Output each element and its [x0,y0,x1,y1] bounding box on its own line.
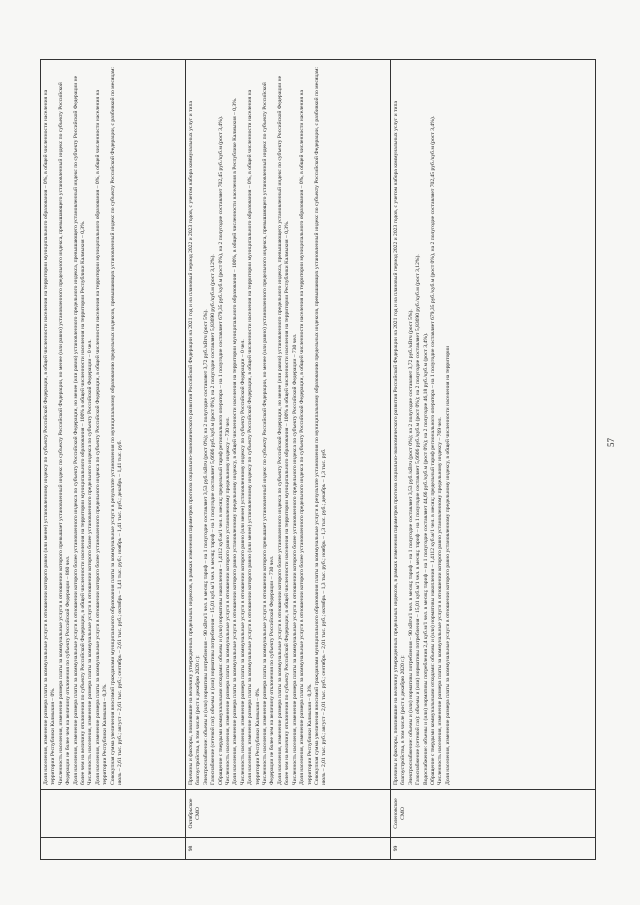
municipality-name: Октябрьское СМО [186,790,391,838]
indices-table [40,59,596,860]
page-number: 57 [606,438,616,447]
description-paragraph: Доля населения, изменение размера платы за коммунальные услуги в отношении которого более установленного предельного индекса по субъекту Российской Федерации, в общей численности населения на территории муниципального образования – 0%, в общей численности населения на территории Республики Калмыкия – 0,3%. [94,90,109,785]
row-description [186,60,391,790]
description-paragraph: Причины и факторы, повлиявшие на величину утвержденных предельных индексов, в рамках изменения параметров прогноза социально-экономического развития Российской Федерации на 2021 год и на плановый период 2022 и 2023 годов, с учетом набора коммунальных услуг и типа благоустройства, в том числе (рост к декабрю 2020 г.): [188,101,202,785]
row-number: 98 [186,838,391,860]
description-paragraph: Численность населения, изменение размера платы за коммунальные услуги в отношении которого равно (или менее) установленному индексу по субъекту Российской Федерации – 0 чел. [239,339,246,785]
row-number [41,838,186,860]
description-paragraph: Доля населения, изменение размера платы за коммунальные услуги в отношении которого равно (или менее) установленному индексу по субъекту Российской Федерации, в общей численности населения на территории муниципального образования – 0%, в общей численности населения на территории Республики Калмыкия – 0%. [247,89,261,785]
description-paragraph: Обращение с твердыми коммунальными отходами: объемы и (или) нормативы накопления – 1,4112 куб.м/1 чел. в месяц; предельный тариф регионального оператора – на 1 полугодие составляет 679,35 руб./куб.м (рост 0%), на 2 полугодие составляет 702,45 руб./куб.м (рост 3,4%). [217,115,224,785]
row-description [41,60,186,790]
description-paragraph: Причины и факторы, повлиявшие на величину утвержденных предельных индексов, в рамках изменения параметров прогноза социально-экономического развития Российской Федерации на 2021 год и на плановый период 2022 и 2023 годов, с учетом набора коммунальных услуг и типа благоустройства, в том числе (рост к декабрю 2020 г.): [393,101,407,785]
table-body [41,60,596,860]
table-row [391,60,596,860]
description-paragraph: Доля населения, изменение размера платы за коммунальные услуги в отношении которого равно установленному предельному индексу, в общей численности населения на территории муниципального образования – 100%, в общей численности населения в Республике Калмыкия – 0,3%. [232,97,239,785]
description-paragraph: Численность населения, изменение размера платы за коммунальные услуги в отношении которого превышает установленный индекс по субъекту Российской Федерации, но менее (или равно) установленного предельного индекса, превышающего установленный индекс по субъекту Российской Федерации не более чем на величину отклонения по субъекту Российской Федерации – 860 чел. [57,82,72,785]
description-paragraph: Доля населения, изменение размера платы за коммунальные услуги в отношении которого более установленного индекса по субъекту Российской Федерации, но менее (или равно) установленного предельного индекса, превышающего установленный индекс по субъекту Российской Федерации не более чем на величину отклонения по субъекту Российской Федерации, в общей численности населения на территории муниципального образования – 100% в общей численности населения на территории Республики Калмыкия – 0,3%. [276,75,291,785]
municipality-name: Соленовское СМО [391,790,596,838]
description-paragraph: Численность населения, изменение размера платы за коммунальные услуги в отношении которого равно установленному предельному индексу – 730 чел. [225,417,232,785]
description-paragraph: Численность населения, изменение размера платы за коммунальные услуги в отношении которого равно установленному предельному индексу – 769 чел. [437,417,444,785]
description-paragraph: Совокупная сумма увеличения вносимой гражданами муниципального образования платы за коммунальные услуги в результате установления по муниципальному образованию предельных индексов, превышающих установленный индекс по субъекту Российской Федерации, с разбивкой по месяцам: июль – 2,61 тыс. руб.; август – 2,61 тыс. руб.; сентябрь – 2,61 тыс. руб.; октябрь – 1,41 тыс. руб.; ноябрь – 1,41 тыс. руб.; декабрь – 1,41 тыс. руб. [109,67,124,785]
municipality-name [41,790,186,838]
description-paragraph: Доля населения, изменение размера платы за коммунальные услуги в отношении которого более установленного предельного индекса по субъекту Российской Федерации, в общей численности населения на территории муниципального образования – 0%, в общей численности населения на территории Республики Калмыкия – 0,3%. [299,90,313,785]
description-paragraph: Обращение с твердыми коммунальными отходами: объемы и (или) нормативы накопления – 1,4112 куб.м/1 чел. в месяц; предельный тариф регионального оператора – на 1 полугодие составляет 679,35 руб./куб.м (рост 0%), на 2 полугодие составляет 702,45 руб./куб.м (рост 3,4%). [430,115,437,785]
description-paragraph: Электроснабжение: объемы и (или) нормативы потребления – 90 кВтч/1 чел. в месяц; тариф – на 1 полугодие составляет 3,53 руб./кВтч (рост 0%); на 2 полугодие составляет 3,72 руб./кВтч (рост 5%). [202,309,209,785]
description-paragraph: Доля населения, изменение размера платы за коммунальные услуги в отношении которого равно установленному предельному индексу, в общей численности населения на территории [444,345,451,785]
description-paragraph: Газоснабжение (сетевой газ): объемы и (или) нормативы потребления – 15,01 куб.м/1 чел. в месяц; тариф – на 1 полугодие составляет 5,6606 руб./куб.м (рост 0%); на 2 полугодие составляет 5,83690 руб./куб.м (рост 3,12%). [415,254,422,785]
description-paragraph: Электроснабжение: объемы и (или) нормативы потребления – 90 кВтч/1 чел. в месяц; тариф – на 1 полугодие составляет 3,53 руб./кВтч (рост 0%); на 2 полугодие составляет 3,72 руб./кВтч (рост 5%). [407,309,414,785]
description-paragraph: Численность населения, изменение размера платы за коммунальные услуги в отношении которого превышает установленный индекс по субъекту Российской Федерации, но менее (или равно) установленного предельного индекса, превышающего установленный индекс по субъекту Российской Федерации не более чем на величину отклонения по субъекту Российской Федерации – 730 чел. [262,82,276,785]
description-paragraph: Численность населения, изменение размера платы за коммунальные услуги в отношении которого более установленного предельного индекса по субъекту Российской Федерации – 0 чел. [87,339,94,785]
description-paragraph: Численность населения, изменение размера платы за коммунальные услуги в отношении которого более установленного предельного индекса по субъекту Российской Федерации – 730 чел. [291,333,298,785]
description-paragraph: Совокупная сумма увеличения вносимой гражданами муниципального образования платы за коммунальные услуги в результате установления по муниципальному образованию предельных индексов, превышающих установленный индекс по субъекту Российской Федерации, с разбивкой по месяцам: июль – 2,01 тыс. руб.; август – 2,01 тыс. руб.; сентябрь – 2,01 тыс. руб.; октябрь – 1,3 тыс. руб.; ноябрь – 1,3 тыс. руб.; декабрь – 1,3 тыс. руб. [313,67,328,785]
description-paragraph: Водоснабжение: объемы и (или) нормативы потребления 2,4 куб.м/1 чел. в месяц; тариф – на 1 полугодие составляет 44,66 руб./куб.м (рост 0%); на 2 полугодие 46,18 руб./куб.м (рост 3,4%). [422,332,429,785]
description-paragraph: Газоснабжение (сетевой газ): объемы и (или) нормативы потребления – 15,01 куб.м/1 чел. в месяц; тариф – на 1 полугодие составляет 5,6606 руб./куб.м (рост 0%); на 2 полугодие составляет 5,83690 руб./куб.м (рост 3,12%). [210,254,217,785]
table-row [186,60,391,860]
description-paragraph: Доля населения, изменение размера платы за коммунальные услуги в отношении которого более установленного индекса по субъекту Российской Федерации, но менее (или равно) установленного предельного индекса, превышающего установленный индекс по субъекту Российской Федерации не более чем на величину отклонения по субъекту Российской Федерации, в общей численности населения на территории муниципального образования – 100% в общей численности населения на территории Республики Калмыкия – 0,3%. [72,75,87,785]
row-number: 99 [391,838,596,860]
row-description [391,60,596,790]
table-row [41,60,186,860]
description-paragraph: Доля населения, изменение размера платы за коммунальные услуги в отношении которого равно (или менее) установленному индексу по субъекту Российской Федерации, в общей численности населения на территории муниципального образования – 0%, в общей численности населения на территории Республики Калмыкия – 0%. [43,89,57,785]
rotated-table-area [40,60,600,860]
